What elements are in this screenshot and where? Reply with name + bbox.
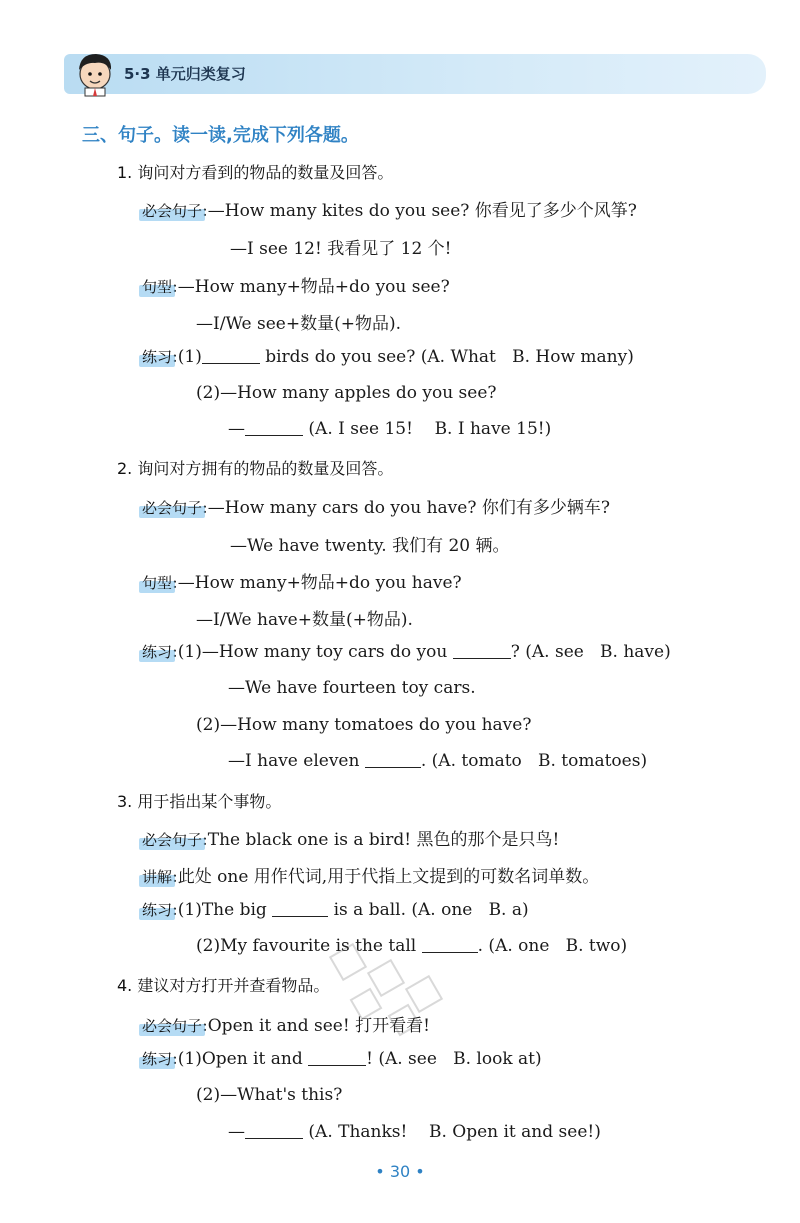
tag-sentence: 必会句子 (142, 1017, 203, 1035)
page-number: • 30 • (375, 1162, 425, 1181)
item-2-practice-1: 练习:(1)—How many toy cars do you ? (A. see B. have) (142, 642, 671, 662)
answer-blank[interactable] (245, 1122, 303, 1139)
answer-blank[interactable] (365, 751, 421, 768)
item-4-heading: 4. 建议对方打开并查看物品。 (117, 976, 330, 995)
item-1-sentence-2: —I see 12! 我看见了 12 个! (230, 239, 452, 259)
item-3-sentence-1: :The black one is a bird! 黑色的那个是只鸟! (202, 830, 560, 850)
tag-pattern: 句型 (142, 278, 173, 296)
answer-blank[interactable] (202, 347, 260, 364)
item-2-practice-2: (2)—How many tomatoes do you have? (196, 715, 532, 735)
item-2-practice-1b: —We have fourteen toy cars. (228, 678, 476, 698)
item-2-sentence-1: :—How many cars do you have? 你们有多少辆车? (202, 498, 610, 518)
item-1-practice-2b: — (A. I see 15! B. I have 15!) (228, 419, 552, 439)
item-1-pattern-2: —I/We see+数量(+物品). (196, 314, 401, 334)
tag-practice: 练习 (142, 1050, 173, 1068)
item-3-sentence-line (142, 825, 559, 850)
answer-blank[interactable] (245, 419, 303, 436)
header-title: 5·3 单元归类复习 (124, 65, 246, 83)
item-3-practice-2: (2)My favourite is the tall . (A. one B. two) (196, 936, 628, 956)
item-1-sentence-1: :—How many kites do you see? 你看见了多少个风筝? (202, 201, 637, 221)
item-3-heading: 3. 用于指出某个事物。 (117, 792, 282, 811)
item-1-practice-2: (2)—How many apples do you see? (196, 383, 497, 403)
tag-explain: 讲解 (142, 868, 173, 886)
item-1-heading: 1. 询问对方看到的物品的数量及回答。 (117, 163, 394, 182)
item-2-sentence-2: —We have twenty. 我们有 20 辆。 (230, 536, 510, 556)
item-4-practice-2: (2)—What's this? (196, 1085, 343, 1105)
item-4-practice-2b: — (A. Thanks! B. Open it and see!) (228, 1122, 601, 1142)
tag-sentence: 必会句子 (142, 499, 203, 517)
item-3-explain: :此处 one 用作代词,用于代指上文提到的可数名词单数。 (172, 867, 600, 887)
answer-blank[interactable] (422, 936, 478, 953)
item-4-practice-1: 练习:(1)Open it and ! (A. see B. look at) (142, 1049, 542, 1069)
item-1-pattern-1: :—How many+物品+do you see? (172, 277, 450, 297)
answer-blank[interactable] (272, 900, 328, 917)
item-1-pattern-line (142, 272, 450, 297)
tag-practice: 练习 (142, 348, 173, 366)
section-title: 三、句子。读一读,完成下列各题。 (82, 125, 359, 146)
answer-blank[interactable] (453, 642, 511, 659)
answer-blank[interactable] (308, 1049, 366, 1066)
item-4-sentence-line (142, 1011, 430, 1036)
item-2-pattern-1: :—How many+物品+do you have? (172, 573, 462, 593)
tag-practice: 练习 (142, 643, 173, 661)
item-2-pattern-line (142, 568, 462, 593)
tag-sentence: 必会句子 (142, 202, 203, 220)
item-2-practice-2b: —I have eleven . (A. tomato B. tomatoes) (228, 751, 648, 771)
item-2-sentence-line (142, 493, 610, 518)
item-2-pattern-2: —I/We have+数量(+物品). (196, 610, 413, 630)
tag-practice: 练习 (142, 901, 173, 919)
tag-sentence: 必会句子 (142, 831, 203, 849)
item-3-practice-1: 练习:(1)The big is a ball. (A. one B. a) (142, 900, 529, 920)
item-1-sentence-line (142, 196, 637, 221)
item-1-practice-1: 练习:(1) birds do you see? (A. What B. How many) (142, 347, 634, 367)
item-3-explain-line (142, 862, 599, 887)
item-4-sentence-1: :Open it and see! 打开看看! (202, 1016, 430, 1036)
item-2-heading: 2. 询问对方拥有的物品的数量及回答。 (117, 459, 394, 478)
boy-mascot-icon (70, 48, 120, 98)
tag-pattern: 句型 (142, 574, 173, 592)
